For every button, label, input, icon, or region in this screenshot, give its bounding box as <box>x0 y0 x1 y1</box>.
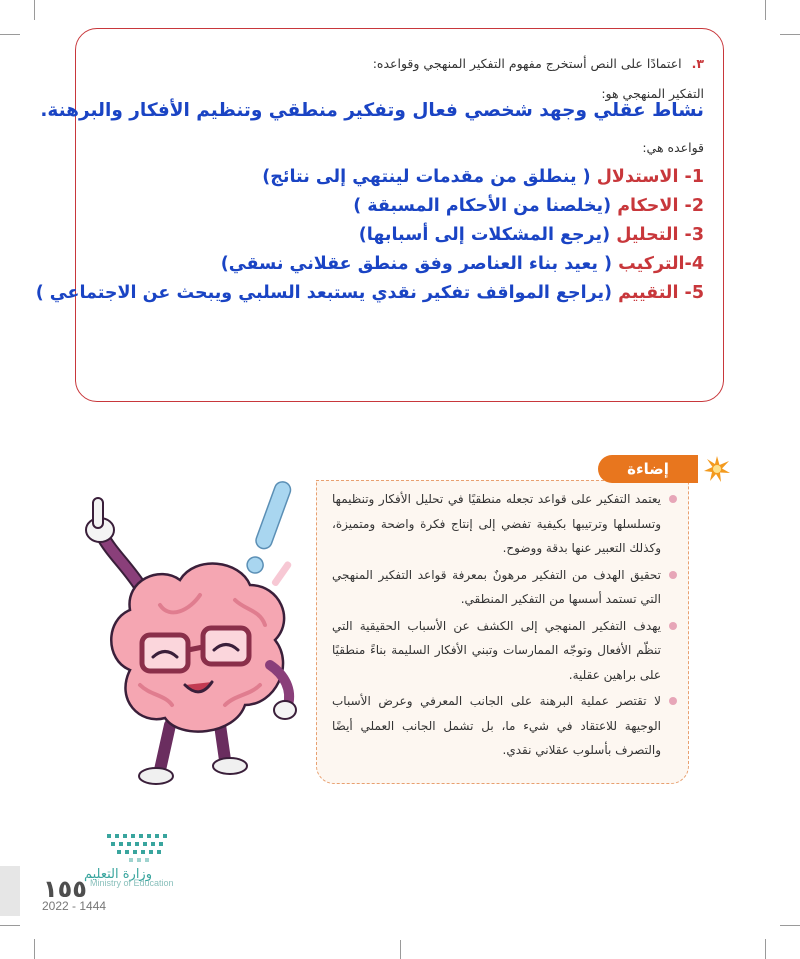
rule-name: 2- الاحكام <box>617 196 704 216</box>
crop-mark <box>780 925 800 926</box>
crop-mark <box>780 34 800 35</box>
question-number: ٣. <box>691 56 704 71</box>
rules-label: قواعده هي: <box>642 140 704 155</box>
rule-description: (يخلصنا من الأحكام المسبقة ) <box>353 196 618 216</box>
sunburst-icon <box>703 455 731 483</box>
question-line <box>373 56 704 71</box>
definition-label: التفكير المنهجي هو: <box>601 86 704 101</box>
crop-mark <box>34 0 35 20</box>
crop-mark <box>0 925 20 926</box>
page-number: ١٥٥ <box>43 875 87 903</box>
idaa-title: إضاءة <box>598 455 698 483</box>
exclamation-icon <box>245 480 293 576</box>
rule-item <box>36 250 704 279</box>
rule-item <box>36 279 704 308</box>
crop-mark <box>765 939 766 959</box>
rule-description: ( ينطلق من مقدمات لينتهي إلى نتائج) <box>262 167 597 187</box>
rule-item <box>36 163 704 192</box>
rule-description: (يراجع المواقف تفكير نقدي يستبعد السلبي ويبحث عن الاجتماعي ) <box>35 283 619 303</box>
rule-name: 1- الاستدلال <box>596 167 704 187</box>
rules-list <box>36 163 704 308</box>
crop-mark <box>400 940 401 959</box>
rule-name: 5- التقييم <box>618 283 704 303</box>
rule-description: ( يعيد بناء العناصر وفق منطق عقلاني نسقي) <box>220 254 619 274</box>
idaa-point: لا تقتصر عملية البرهنة على الجانب المعرفي وعرض الأسباب الوجيهة للاعتقاد في شيء ما، بل تشمل الجانب العملي أيضًا والتصرف بأسلوب عقلاني نقدي. <box>332 689 677 763</box>
idaa-points-list <box>332 487 677 765</box>
rule-description: (يرجع المشكلات إلى أسبابها) <box>358 225 617 245</box>
crop-mark <box>0 34 20 35</box>
ministry-name: وزارة التعليم <box>83 867 152 882</box>
page-tab <box>0 866 20 916</box>
question-prompt: اعتمادًا على النص أستخرج مفهوم التفكير المنهجي وقواعده: <box>372 56 682 71</box>
idaa-point: تحقيق الهدف من التفكير مرهونٌ بمعرفة قواعد التفكير المنهجي التي تستمد أسسها من التفكير المنطقي. <box>332 563 677 612</box>
ministry-logo-icon <box>103 830 175 866</box>
ministry-name-english: Ministry of Education <box>90 878 174 888</box>
definition-answer: نشاط عقلي وجهد شخصي فعال وتفكير منطقي وتنظيم الأفكار والبرهنة. <box>40 100 704 121</box>
crop-mark <box>34 939 35 959</box>
rule-name: 4-التركيب <box>618 254 704 274</box>
rule-item <box>36 192 704 221</box>
rule-item <box>36 221 704 250</box>
idaa-point: يهدف التفكير المنهجي إلى الكشف عن الأسباب الحقيقية التي تنظّم الأفعال وتوجّه الممارسات وتبني الأفكار السليمة بناءً منطقيًا على براهين عقلية. <box>332 614 677 688</box>
rule-name: 3- التحليل <box>616 225 704 245</box>
edition-year: 2022 - 1444 <box>42 899 107 913</box>
idaa-point: يعتمد التفكير على قواعد تجعله منطقيًا في تحليل الأفكار وتنظيمها وتسلسلها وترتيبها بكيفية تفضي إلى إنتاج فكرة واضحة ومتميزة، وكذلك التعبير عنها بدقة ووضوح. <box>332 487 677 561</box>
brain-character-illustration <box>60 460 310 800</box>
crop-mark <box>765 0 766 20</box>
